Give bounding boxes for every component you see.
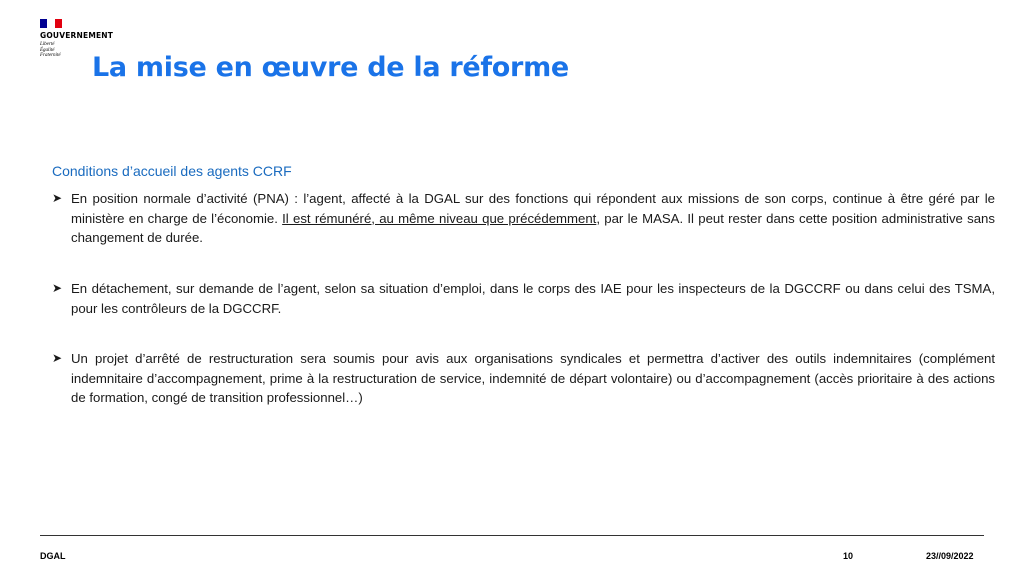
flag-blue-stripe (40, 19, 47, 28)
page-number: 10 (843, 551, 854, 561)
footer-divider (40, 535, 984, 536)
bullet-text (71, 189, 995, 248)
bullet-text-part: En position normale d’activité (PNA) : l’agent, affecté à la DGAL sur des fonctions qui répondent aux missions de son corps, continue à être géré par le ministère en charge de l’économie. (71, 191, 995, 226)
bullet-text: En détachement, sur demande de l’agent, selon sa situation d’emploi, dans le corps des IAE pour les inspecteurs de la DGCCRF ou dans celui des TSMA, pour les contrôleurs de la DGCCRF. (71, 281, 995, 316)
flag-white-stripe (47, 19, 54, 28)
motto-line: Liberté (40, 42, 55, 47)
motto-line: Fraternité (40, 53, 61, 59)
arrow-bullet-icon: ➤ (52, 351, 63, 365)
bullet-item (52, 349, 995, 408)
bullet-text: Un projet d’arrêté de restructuration sera soumis pour avis aux organisations syndicales et permettra d’activer des outils indemnitaires (complément indemnitaire d’accompagnement, prime à la restructuration de service, indemnité de départ volontaire) ou d’accompagnement (accès prioritaire à des actions de formation, congé de transition professionnel…) (71, 351, 995, 405)
slide-title: La mise en œuvre de la réforme (92, 52, 569, 83)
bullet-text-part: , par le MASA. Il peut rester dans cette position administrative sans changement de durée. (71, 210, 995, 245)
underlined-text: Il est rémunéré, au même niveau que précédemment (282, 210, 597, 226)
arrow-bullet-icon: ➤ (52, 191, 63, 205)
flag-red-stripe (55, 19, 62, 28)
motto-line: Égalité (40, 47, 55, 53)
arrow-bullet-icon: ➤ (52, 281, 63, 295)
logo-wordmark: GOUVERNEMENT (40, 31, 114, 40)
french-flag-icon (40, 19, 62, 28)
bullet-item (52, 189, 995, 248)
footer-organization: DGAL (40, 551, 66, 561)
footer-date: 23//09/2022 (926, 551, 974, 561)
bullet-item (52, 279, 995, 318)
section-subtitle: Conditions d’accueil des agents CCRF (52, 163, 292, 179)
